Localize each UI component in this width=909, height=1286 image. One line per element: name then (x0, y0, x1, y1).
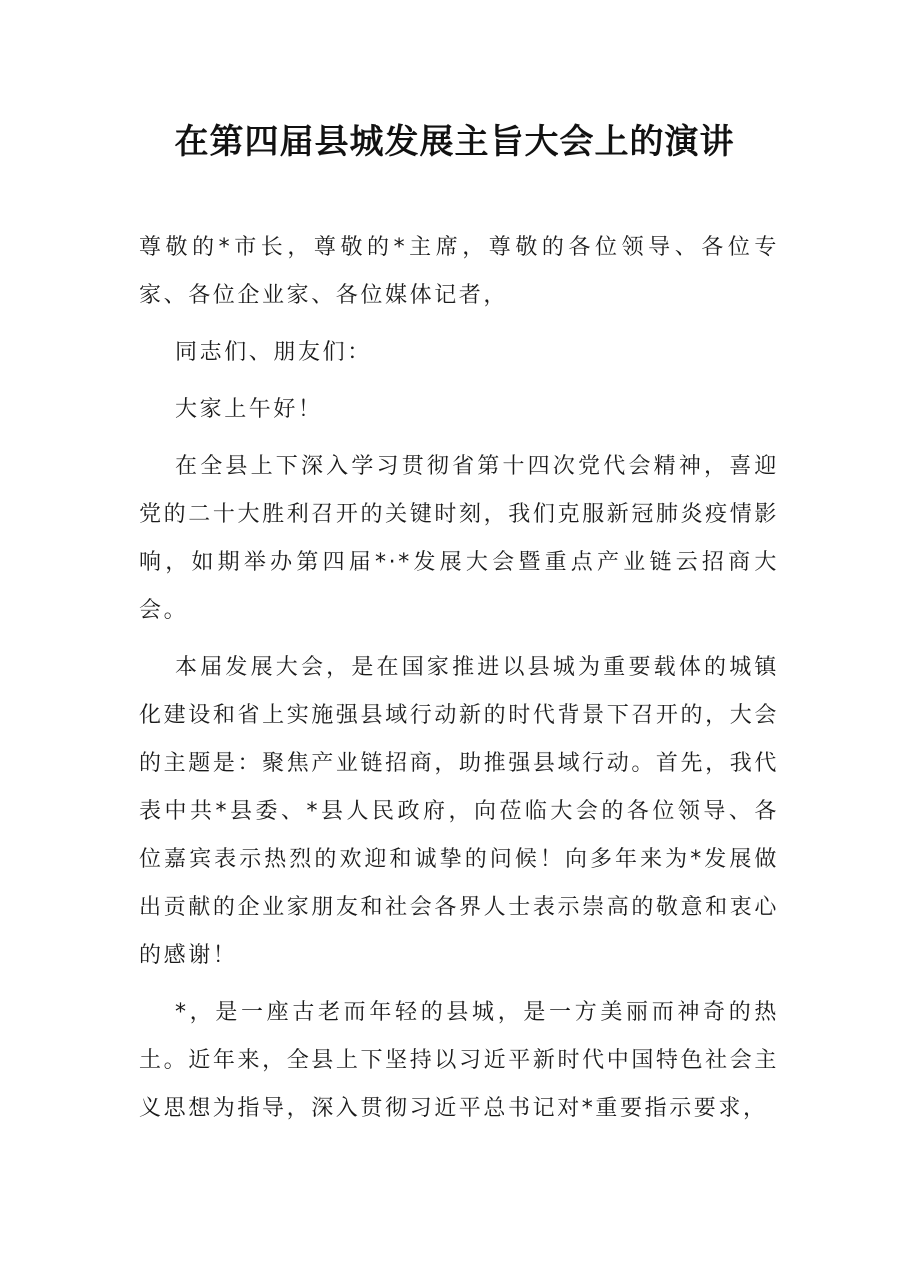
salutation-paragraph: 尊敬的*市长，尊敬的*主席，尊敬的各位领导、各位专家、各位企业家、各位媒体记者， (139, 235, 779, 308)
document-body (139, 224, 779, 1142)
greeting-comrades-paragraph: 同志们、朋友们： (175, 340, 372, 365)
greeting-morning-paragraph: 大家上午好！ (175, 397, 323, 422)
body-paragraph: *，是一座古老而年轻的县城，是一方美丽而神奇的热土。近年来，全县上下坚持以习近平新时代中国特色社会主义思想为指导，深入贯彻习近平总书记对*重要指示要求， (139, 1000, 779, 1121)
document-title: 在第四届县城发展主旨大会上的演讲 (174, 122, 735, 162)
body-paragraph: 本届发展大会，是在国家推进以县城为重要载体的城镇化建设和省上实施强县域行动新的时代背景下召开的，大会的主题是：聚焦产业链招商，助推强县域行动。首先，我代表中共*县委、*县人民政府，向莅临大会的各位领导、各位嘉宾表示热烈的欢迎和诚挚的问候！向多年来为*发展做出贡献的企业家朋友和社会各界人士表示崇高的敬意和衷心的感谢！ (139, 655, 779, 968)
body-paragraph: 在全县上下深入学习贯彻省第十四次党代会精神，喜迎党的二十大胜利召开的关键时刻，我们克服新冠肺炎疫情影响，如期举办第四届*·*发展大会暨重点产业链云招商大会。 (139, 454, 779, 623)
